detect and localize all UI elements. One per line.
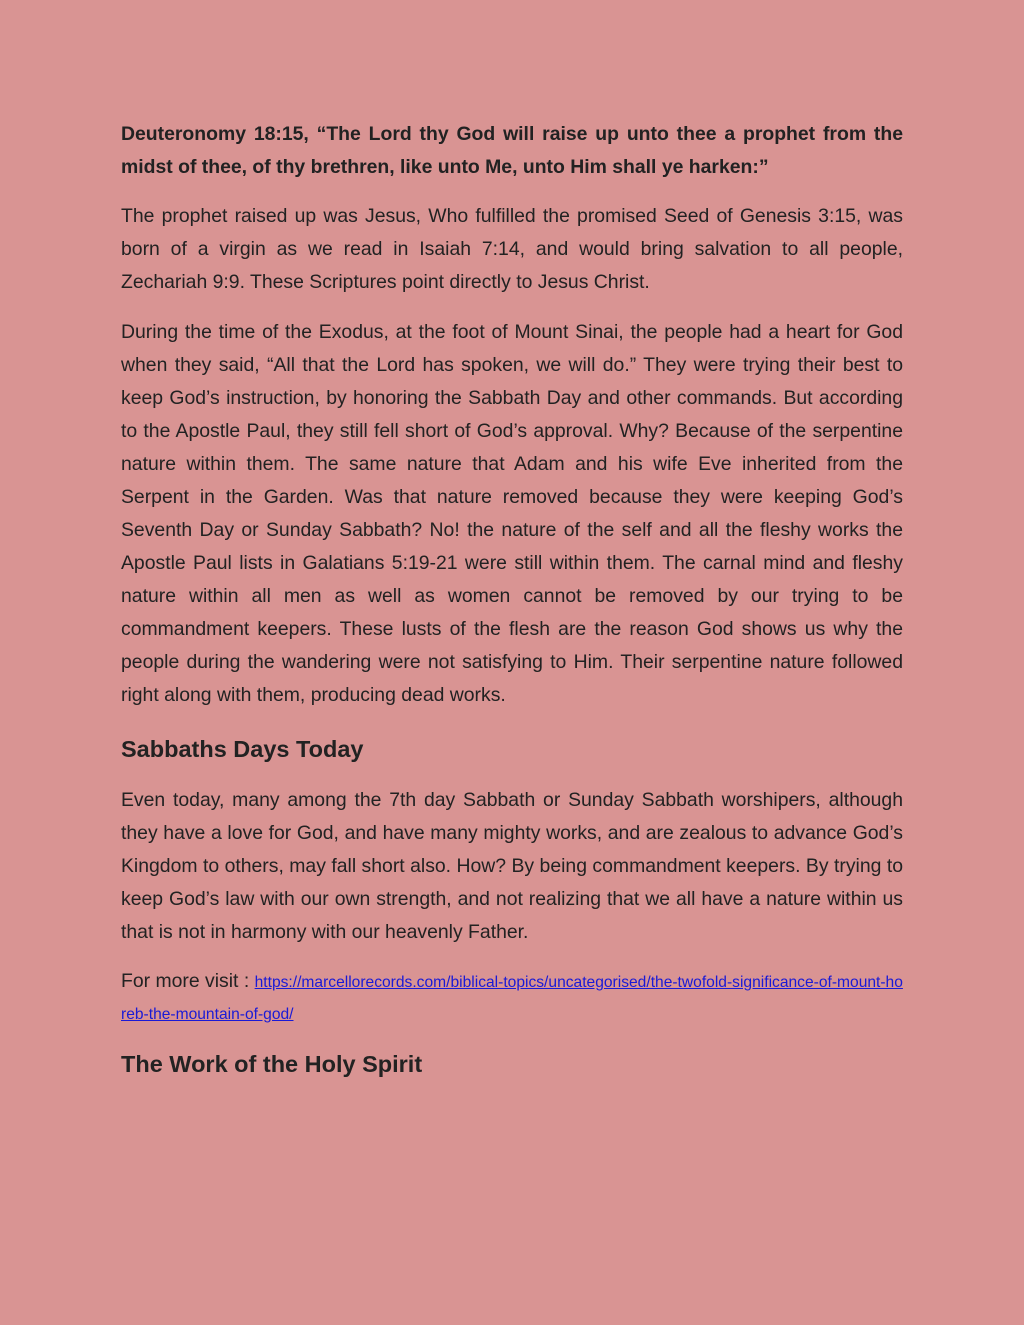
section-heading-holy-spirit: The Work of the Holy Spirit (121, 1051, 423, 1077)
visit-link[interactable]: https://marcellorecords.com/biblical-topics/uncategorised/the-twofold-significance-of-mount-horeb-the-mountain-of-god/ (121, 974, 903, 1023)
paragraph-prophet: The prophet raised up was Jesus, Who fulfilled the promised Seed of Genesis 3:15, was born of a virgin as we read in Isaiah 7:14, and would bring salvation to all people, Zechariah 9:9. These Scriptures point directly to Jesus Christ. (121, 205, 903, 293)
visit-line (121, 966, 903, 1030)
paragraph-today: Even today, many among the 7th day Sabbath or Sunday Sabbath worshipers, although they have a love for God, and have many mighty works, and are zealous to advance God’s Kingdom to others, may fall short also. How? By being commandment keepers. By trying to keep God’s law with our own strength, and not realizing that we all have a nature within us that is not in harmony with our heavenly Father. (121, 789, 903, 943)
document-page (121, 118, 903, 1080)
scripture-quote: Deuteronomy 18:15, “The Lord thy God will raise up unto thee a prophet from the midst of thee, of thy brethren, like unto Me, unto Him shall ye harken:” (121, 123, 903, 178)
visit-label: For more visit : (121, 970, 255, 992)
paragraph-exodus: During the time of the Exodus, at the foot of Mount Sinai, the people had a heart for God when they said, “All that the Lord has spoken, we will do.” They were trying their best to keep God’s instruction, by honoring the Sabbath Day and other commands. But according to the Apostle Paul, they still fell short of God’s approval. Why? Because of the serpentine nature within them. The same nature that Adam and his wife Eve inherited from the Serpent in the Garden. Was that nature removed because they were keeping God’s Seventh Day or Sunday Sabbath? No! the nature of the self and all the fleshy works the Apostle Paul lists in Galatians 5:19-21 were still within them. The carnal mind and fleshy nature within all men as well as women cannot be removed by our trying to be commandment keepers. These lusts of the flesh are the reason God shows us why the people during the wandering were not satisfying to Him. Their serpentine nature followed right along with them, producing dead works. (121, 321, 903, 706)
section-heading-sabbaths: Sabbaths Days Today (121, 736, 364, 762)
